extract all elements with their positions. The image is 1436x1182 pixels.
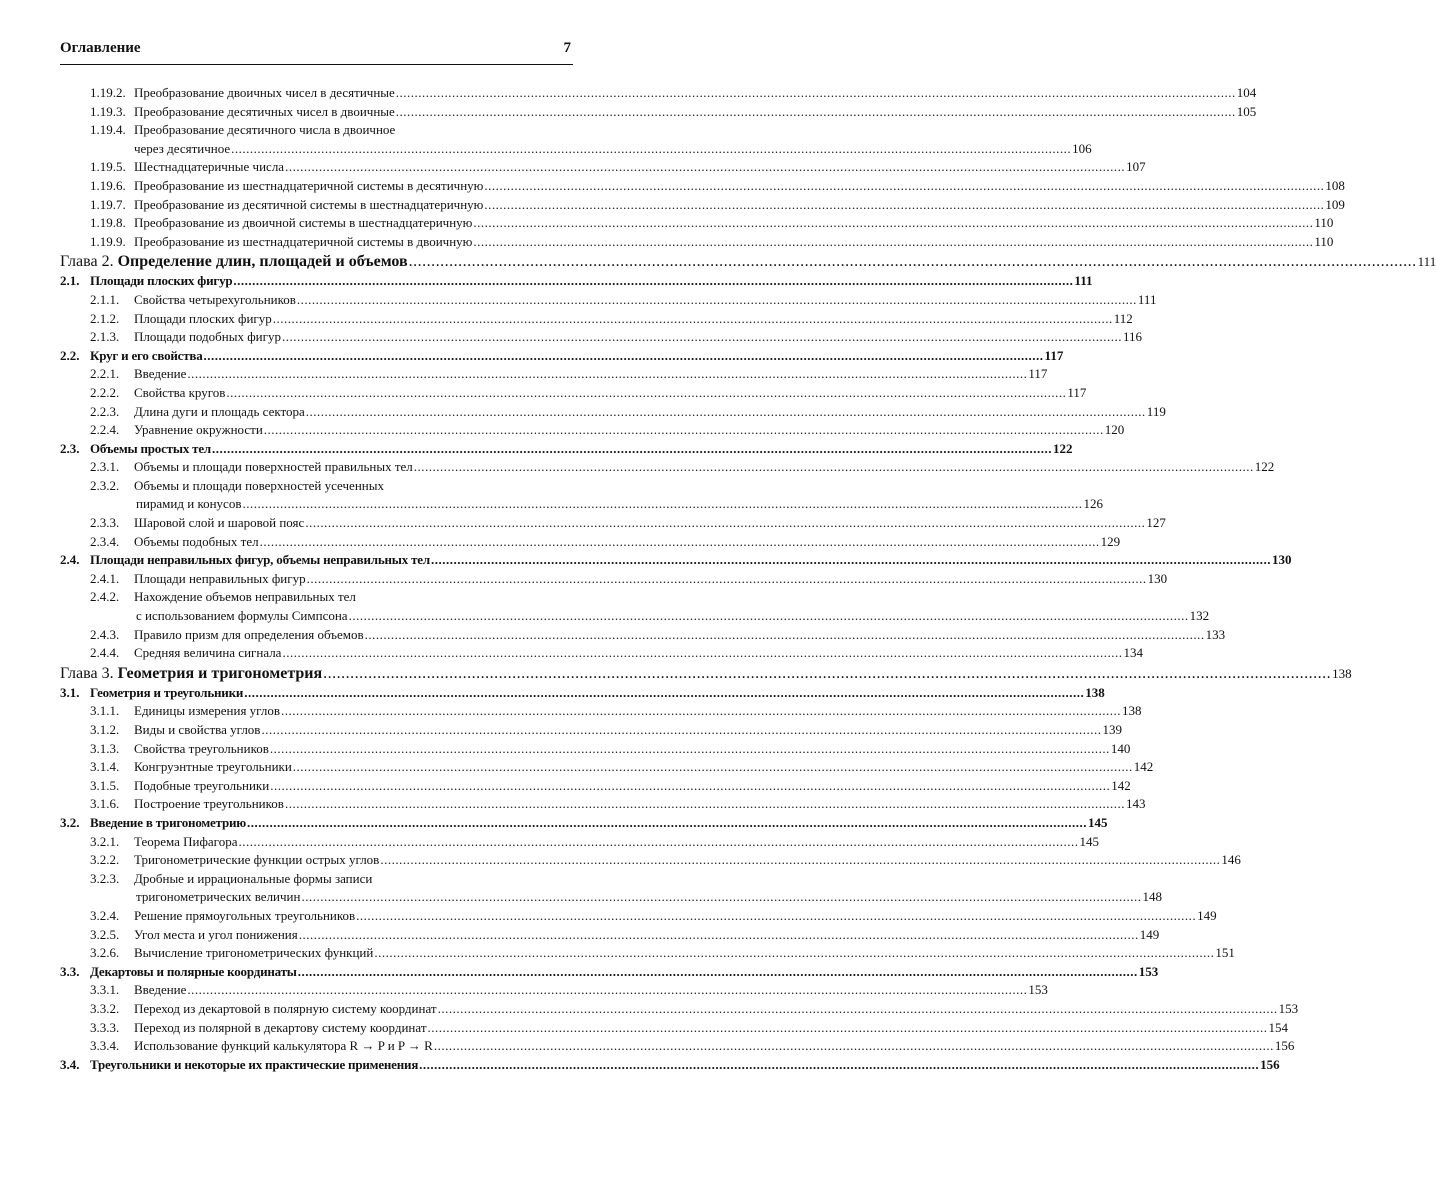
toc-number: 3.3.3. — [90, 1019, 120, 1035]
toc-title: Вычисление тригонометрических функций — [134, 945, 374, 961]
toc-subsection-continuation[interactable] — [60, 607, 1210, 626]
toc-number: 1.19.3. — [90, 103, 126, 119]
toc-number: 2.2.1. — [90, 366, 120, 382]
toc-subsection[interactable] — [60, 384, 1087, 403]
dot-leader — [238, 833, 1078, 852]
toc-title: Объемы и площади поверхностей правильных тел — [134, 459, 413, 475]
toc-title: Виды и свойства углов — [134, 722, 261, 737]
toc-subsection[interactable] — [60, 588, 573, 607]
toc-page-number: 111 — [1137, 291, 1157, 307]
toc-page-number: 111 — [1074, 273, 1093, 289]
toc-page-number: 138 — [1085, 684, 1105, 700]
dot-leader — [187, 365, 1027, 384]
toc-section[interactable] — [60, 347, 1064, 366]
toc-subsection[interactable] — [60, 421, 1125, 440]
toc-number: 3.1.6. — [90, 796, 120, 812]
toc-page-number: 122 — [1254, 459, 1275, 475]
toc-title: Дробные и иррациональные формы записи — [134, 870, 373, 886]
toc-title: Переход из полярной в декартову систему координат — [134, 1019, 427, 1035]
toc-page-number: 117 — [1067, 384, 1087, 400]
toc-chapter[interactable] — [60, 663, 1352, 684]
toc-title: Построение треугольников — [134, 796, 284, 812]
toc-number: 3.3. — [60, 963, 80, 979]
dot-leader — [244, 684, 1084, 703]
toc-title: Угол места и угол понижения — [134, 926, 298, 942]
dot-leader — [349, 607, 1189, 626]
toc-page-number: 148 — [1142, 889, 1162, 905]
toc-subsection[interactable] — [60, 795, 1146, 814]
toc-page-number: 153 — [1138, 963, 1159, 979]
toc-subsection[interactable] — [60, 458, 1275, 477]
toc-subsection[interactable] — [60, 758, 1154, 777]
dot-leader — [233, 272, 1073, 291]
toc-section[interactable] — [60, 551, 1292, 570]
dot-leader — [299, 926, 1139, 945]
toc-page-number: 117 — [1044, 347, 1064, 363]
toc-subsection[interactable] — [60, 1019, 1289, 1038]
dot-leader — [365, 626, 1205, 645]
toc-subsection[interactable] — [60, 403, 1166, 422]
dot-leader — [270, 740, 1110, 759]
toc-subsection[interactable] — [60, 626, 1226, 645]
dot-leader — [305, 514, 1145, 533]
toc-subsection[interactable] — [60, 103, 1257, 122]
toc-title: Решение прямоугольных треугольников — [134, 907, 356, 923]
dot-leader — [282, 328, 1122, 347]
toc-title: Объемы и площади поверхностей усеченных — [134, 477, 384, 493]
toc-number: 1.19.6. — [90, 177, 126, 193]
toc-subsection[interactable] — [60, 833, 1099, 852]
toc-subsection[interactable] — [60, 777, 1131, 796]
toc-number: 2.2. — [60, 347, 80, 363]
toc-title: Подобные треугольники — [134, 777, 270, 793]
toc-number: 3.3.2. — [90, 1000, 120, 1016]
toc-subsection[interactable] — [60, 84, 1257, 103]
toc-title: Преобразование из шестнадцатеричной системы в десятичную — [134, 177, 484, 193]
toc-page-number: 142 — [1111, 777, 1131, 793]
toc-title: через десятичное — [134, 140, 231, 156]
toc-title: Шестнадцатеричные числа — [134, 159, 285, 175]
toc-subsection[interactable] — [60, 514, 1166, 533]
toc-section[interactable] — [60, 1056, 1280, 1075]
toc-number: 2.4.2. — [90, 589, 120, 605]
toc-page-number: 116 — [1122, 329, 1142, 345]
dot-leader — [428, 1019, 1268, 1038]
toc-number: 2.4. — [60, 552, 80, 568]
toc-title: Геометрия и тригонометрия — [117, 664, 323, 682]
toc-page-number: 120 — [1104, 422, 1125, 438]
toc-title: Использование функций калькулятора R → P и P → R — [134, 1038, 433, 1054]
toc-number: 2.3. — [60, 440, 80, 456]
toc-title: Объемы подобных тел — [134, 533, 259, 549]
toc-page-number: 146 — [1221, 852, 1241, 868]
toc-subsection[interactable] — [60, 158, 1146, 177]
toc-number: Глава 3. — [60, 664, 118, 682]
toc-subsection[interactable] — [60, 944, 1235, 963]
toc-title: Преобразование из шестнадцатеричной системы в двоичную — [134, 233, 473, 249]
toc-title: Площади неправильных фигур, объемы неправильных тел — [90, 552, 430, 568]
toc-subsection[interactable] — [60, 477, 573, 496]
toc-number: 3.1.1. — [90, 703, 120, 719]
dot-leader — [261, 721, 1101, 740]
dot-leader — [307, 570, 1147, 589]
toc-number: 2.1.2. — [90, 310, 120, 326]
toc-page-number: 126 — [1083, 496, 1103, 512]
toc-number: 3.1. — [60, 684, 80, 700]
dot-leader — [212, 440, 1052, 459]
toc-subsection[interactable] — [60, 196, 1345, 215]
toc-page-number: 154 — [1268, 1019, 1289, 1035]
toc-title: Введение в тригонометрию — [90, 814, 247, 830]
dot-leader — [380, 851, 1220, 870]
toc-title: Преобразование из двоичной системы в шестнадцатеричную — [134, 215, 473, 231]
toc-number: 3.2. — [60, 814, 80, 830]
toc-page-number: 110 — [1314, 233, 1334, 249]
toc-number: 3.1.4. — [90, 759, 120, 775]
toc-subsection[interactable] — [60, 177, 1345, 196]
toc-section[interactable] — [60, 963, 1159, 982]
dot-leader — [204, 347, 1044, 366]
toc-page-number: 119 — [1146, 403, 1166, 419]
dot-leader — [247, 814, 1087, 833]
toc-subsection[interactable] — [60, 233, 1334, 252]
toc-title: Площади неправильных фигур — [134, 570, 306, 586]
dot-leader — [396, 103, 1236, 122]
toc-page-number: 109 — [1325, 196, 1345, 212]
dot-leader — [242, 495, 1082, 514]
dot-leader — [431, 551, 1271, 570]
dot-leader — [260, 533, 1100, 552]
dot-leader — [293, 758, 1133, 777]
toc-page-number: 130 — [1147, 570, 1168, 586]
toc-page-number: 106 — [1072, 140, 1092, 156]
toc-page-number: 156 — [1274, 1038, 1295, 1054]
toc-title: Переход из декартовой в полярную систему координат — [134, 1000, 437, 1016]
toc-title: с использованием формулы Симпсона — [136, 608, 348, 624]
toc-page-number: 110 — [1314, 215, 1334, 231]
toc-title: Преобразование двоичных чисел в десятичные — [134, 85, 395, 100]
toc-page-number: 130 — [1271, 552, 1292, 568]
toc-number: 2.2.3. — [90, 403, 120, 419]
toc-subsection[interactable] — [60, 121, 573, 140]
toc-number: 2.1.3. — [90, 329, 120, 345]
dot-leader — [285, 795, 1125, 814]
toc-title: Треугольники и некоторые их практические применения — [90, 1056, 419, 1072]
toc-number: 3.2.1. — [90, 833, 120, 849]
toc-number: Глава 2. — [60, 253, 118, 271]
toc-title: Преобразование из десятичной системы в шестнадцатеричную — [134, 196, 484, 212]
toc-subsection[interactable] — [60, 1000, 1299, 1019]
dot-leader — [281, 702, 1121, 721]
toc-number: 2.3.3. — [90, 515, 120, 531]
toc-title: Уравнение окружности — [134, 422, 263, 438]
toc-page-number: 129 — [1100, 533, 1121, 549]
dot-leader — [473, 214, 1313, 233]
toc-page-number: 108 — [1325, 177, 1345, 193]
toc-page-number: 149 — [1197, 907, 1217, 923]
toc-title: Свойства четырехугольников — [134, 291, 296, 307]
toc-number: 2.3.2. — [90, 477, 120, 493]
toc-number: 1.19.5. — [90, 159, 126, 175]
toc-subsection[interactable] — [60, 926, 1160, 945]
toc-title: Преобразование десятичных чисел в двоичные — [134, 103, 395, 119]
toc-subsection[interactable] — [60, 365, 1048, 384]
dot-leader — [282, 644, 1122, 663]
toc-title: Площади плоских фигур — [134, 310, 272, 326]
toc-subsection[interactable] — [60, 740, 1131, 759]
toc-number: 1.19.2. — [90, 85, 126, 100]
toc-number: 3.2.3. — [90, 870, 120, 886]
toc-subsection[interactable] — [60, 851, 1241, 870]
dot-leader — [434, 1037, 1274, 1056]
toc-subsection-continuation[interactable] — [60, 888, 1162, 907]
toc-page-number: 107 — [1126, 159, 1146, 175]
dot-leader — [323, 663, 1331, 684]
toc-page-number: 139 — [1102, 722, 1122, 737]
toc-subsection[interactable] — [60, 328, 1142, 347]
toc-section[interactable] — [60, 814, 1108, 833]
toc-number: 3.1.3. — [90, 740, 120, 756]
toc-chapter[interactable] — [60, 251, 1436, 272]
toc-page-number: 117 — [1028, 366, 1048, 382]
dot-leader — [273, 310, 1113, 329]
toc-subsection[interactable] — [60, 870, 573, 889]
toc-title: Тригонометрические функции острых углов — [134, 852, 380, 868]
toc-title: Декартовы и полярные координаты — [90, 963, 297, 979]
toc-number: 3.3.4. — [90, 1038, 120, 1054]
dot-leader — [438, 1000, 1278, 1019]
dot-leader — [356, 907, 1196, 926]
running-header-title: Оглавление — [60, 40, 141, 56]
toc-number: 1.19.7. — [90, 196, 126, 212]
toc-title: Конгруэнтные треугольники — [134, 759, 292, 775]
dot-leader — [270, 777, 1110, 796]
toc-number: 3.2.6. — [90, 945, 120, 961]
page-number: 7 — [563, 40, 571, 56]
toc-subsection[interactable] — [60, 570, 1168, 589]
toc-title: Введение — [134, 982, 187, 998]
toc-title: Свойства треугольников — [134, 740, 269, 756]
toc-title: Круг и его свойства — [90, 347, 203, 363]
toc-title: Единицы измерения углов — [134, 703, 280, 719]
toc-subsection[interactable] — [60, 644, 1143, 663]
toc-number: 2.4.3. — [90, 626, 120, 642]
toc-page-number: 149 — [1139, 926, 1160, 942]
dot-leader — [409, 251, 1417, 272]
toc-title: Введение — [134, 366, 187, 382]
dot-leader — [264, 421, 1104, 440]
toc-number: 2.2.4. — [90, 422, 120, 438]
toc-subsection[interactable] — [60, 291, 1157, 310]
toc-subsection[interactable] — [60, 1037, 1295, 1056]
toc-page-number: 151 — [1215, 945, 1235, 961]
toc-title: Преобразование десятичного числа в двоичное — [134, 122, 396, 138]
toc-title: Площади подобных фигур — [134, 329, 281, 345]
dot-leader — [301, 888, 1141, 907]
toc-page-number: 127 — [1146, 515, 1166, 531]
toc-number: 2.3.1. — [90, 459, 120, 475]
toc-number: 3.4. — [60, 1056, 80, 1072]
toc-subsection[interactable] — [60, 533, 1121, 552]
toc-number: 3.3.1. — [90, 982, 120, 998]
toc-title: Площади плоских фигур — [90, 273, 233, 289]
toc-subsection[interactable] — [60, 702, 1142, 721]
toc-title: Шаровой слой и шаровой пояс — [134, 515, 305, 531]
toc-section[interactable] — [60, 440, 1073, 459]
toc-title: Объемы простых тел — [90, 440, 212, 456]
toc-number: 3.1.5. — [90, 777, 120, 793]
dot-leader — [306, 403, 1146, 422]
dot-leader — [484, 177, 1324, 196]
dot-leader — [187, 981, 1027, 1000]
toc-title: Определение длин, площадей и объемов — [117, 253, 408, 271]
dot-leader — [285, 158, 1125, 177]
toc-page-number: 138 — [1332, 665, 1352, 681]
toc-number: 1.19.4. — [90, 122, 126, 138]
toc-page-number: 132 — [1189, 608, 1210, 624]
toc-number: 2.1. — [60, 273, 80, 289]
running-header — [60, 40, 573, 65]
toc-section[interactable] — [60, 684, 1105, 703]
toc-number: 2.4.4. — [90, 645, 120, 661]
toc-subsection[interactable] — [60, 981, 1048, 1000]
toc-number: 2.4.1. — [90, 570, 120, 586]
toc-page-number: 138 — [1121, 703, 1142, 719]
dot-leader — [298, 963, 1138, 982]
toc-subsection-continuation[interactable] — [60, 495, 1103, 514]
dot-leader — [484, 196, 1324, 215]
toc-page-number: 145 — [1079, 833, 1099, 849]
toc-page-number: 133 — [1205, 626, 1226, 642]
toc-number: 3.2.2. — [90, 852, 120, 868]
toc-title: Длина дуги и площадь сектора — [134, 403, 305, 419]
toc-subsection[interactable] — [60, 310, 1133, 329]
toc-number: 2.1.1. — [90, 291, 120, 307]
toc-subsection[interactable] — [60, 214, 1334, 233]
toc-title: Свойства кругов — [134, 384, 226, 400]
dot-leader — [374, 944, 1214, 963]
toc-title: тригонометрических величин — [136, 889, 301, 905]
toc-page-number: 153 — [1278, 1000, 1299, 1016]
toc-title: Теорема Пифагора — [134, 833, 238, 849]
dot-leader — [473, 233, 1313, 252]
toc-title: пирамид и конусов — [136, 496, 242, 512]
toc-page-number: 143 — [1125, 796, 1146, 812]
toc-subsection-continuation[interactable] — [60, 140, 1092, 159]
toc-number: 3.2.5. — [90, 926, 120, 942]
toc-page-number: 122 — [1053, 440, 1073, 456]
toc-title: Нахождение объемов неправильных тел — [134, 589, 356, 605]
toc-page-number: 156 — [1260, 1056, 1280, 1072]
toc-subsection[interactable] — [60, 907, 1217, 926]
toc-number: 1.19.8. — [90, 215, 126, 231]
toc-number: 3.1.2. — [90, 722, 120, 737]
toc-page-number: 142 — [1133, 759, 1154, 775]
toc-title: Геометрия и треугольники — [90, 684, 244, 700]
toc-section[interactable] — [60, 272, 1093, 291]
toc-page-number: 112 — [1113, 310, 1133, 326]
toc-page-number: 140 — [1110, 740, 1131, 756]
dot-leader — [396, 84, 1236, 103]
toc-page-number: 153 — [1028, 982, 1048, 998]
toc-page-number: 145 — [1088, 814, 1108, 830]
toc-number: 2.3.4. — [90, 533, 120, 549]
toc-title: Средняя величина сигнала — [134, 645, 282, 661]
toc-page-number: 111 — [1417, 254, 1436, 270]
toc-title: Правило призм для определения объемов — [134, 626, 364, 642]
toc-number: 1.19.9. — [90, 233, 126, 249]
toc-number: 2.2.2. — [90, 384, 120, 400]
dot-leader — [226, 384, 1066, 403]
dot-leader — [297, 291, 1137, 310]
toc-number: 3.2.4. — [90, 907, 120, 923]
toc-page-number: 134 — [1123, 645, 1143, 661]
dot-leader — [419, 1056, 1259, 1075]
toc-page-number: 104 — [1236, 85, 1257, 100]
dot-leader — [414, 458, 1254, 477]
toc-page-number: 105 — [1236, 103, 1257, 119]
toc-subsection[interactable] — [60, 721, 1122, 740]
dot-leader — [231, 140, 1071, 159]
table-of-contents — [60, 84, 1436, 1074]
